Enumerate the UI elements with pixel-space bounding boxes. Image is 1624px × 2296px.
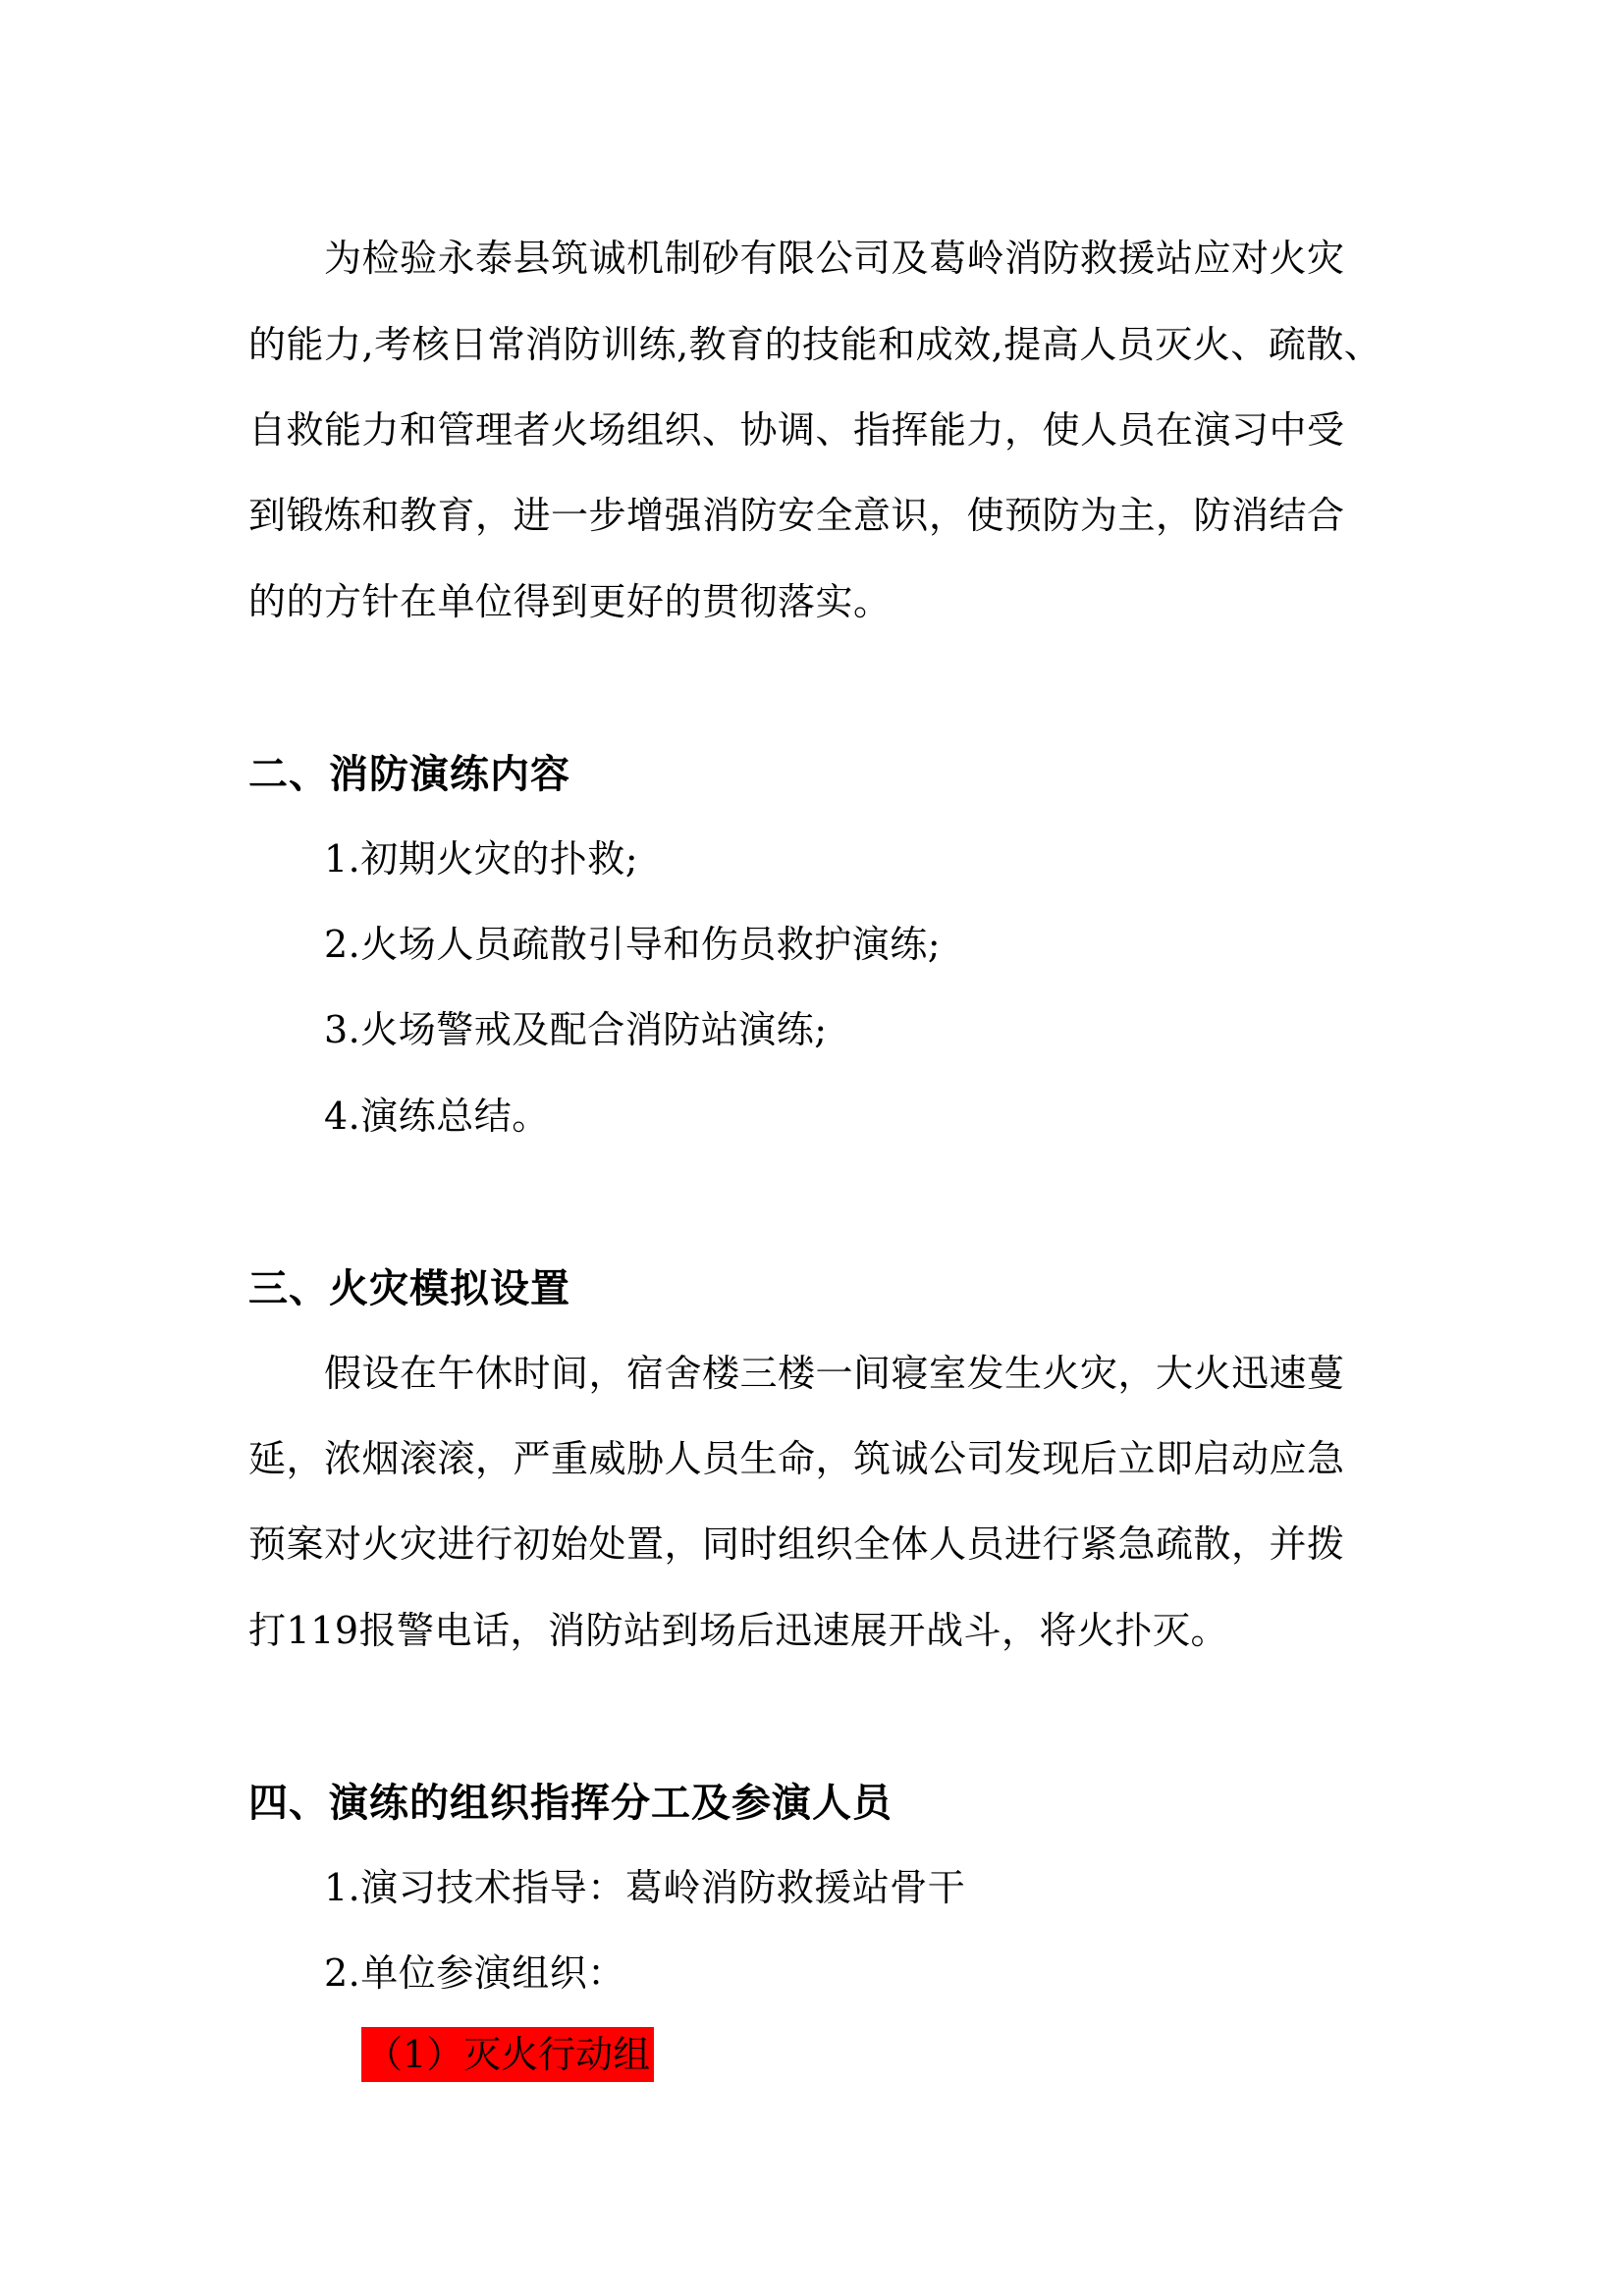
- section-2-item-3: 3.火场警戒及配合消防站演练;: [324, 1008, 828, 1051]
- intro-line-2: 的能力,考核日常消防训练,教育的技能和成效,提高人员灭火、疏散、: [248, 323, 1382, 366]
- section-4-item-2: 2.单位参演组织：: [324, 1951, 625, 1995]
- section-3-heading: 三、火灾模拟设置: [248, 1266, 570, 1311]
- section-3-line-3: 预案对火灾进行初始处置，同时组织全体人员进行紧急疏散，并拨: [248, 1522, 1345, 1566]
- section-3-line-2: 延，浓烟滚滚，严重威胁人员生命，筑诚公司发现后立即启动应急: [248, 1437, 1345, 1480]
- highlighted-sub-item: （1）灭火行动组: [361, 2027, 654, 2082]
- section-4-heading: 四、演练的组织指挥分工及参演人员: [248, 1781, 893, 1826]
- section-3-line-1: 假设在午休时间，宿舍楼三楼一间寝室发生火灾，大火迅速蔓: [324, 1352, 1345, 1395]
- section-3-line-4: 打119报警电话，消防站到场后迅速展开战斗，将火扑灭。: [248, 1609, 1229, 1652]
- section-4-item-1: 1.演习技术指导：葛岭消防救援站骨干: [324, 1866, 966, 1909]
- intro-line-4: 到锻炼和教育，进一步增强消防安全意识，使预防为主，防消结合: [248, 494, 1345, 537]
- section-2-item-2: 2.火场人员疏散引导和伤员救护演练;: [324, 923, 942, 966]
- section-2-heading: 二、消防演练内容: [248, 752, 570, 797]
- section-2-item-1: 1.初期火灾的扑救;: [324, 837, 639, 881]
- intro-line-3: 自救能力和管理者火场组织、协调、指挥能力，使人员在演习中受: [248, 408, 1345, 452]
- intro-line-5: 的的方针在单位得到更好的贯彻落实。: [248, 580, 892, 623]
- section-2-item-4: 4.演练总结。: [324, 1095, 550, 1138]
- intro-line-1: 为检验永泰县筑诚机制砂有限公司及葛岭消防救援站应对火灾: [324, 237, 1345, 280]
